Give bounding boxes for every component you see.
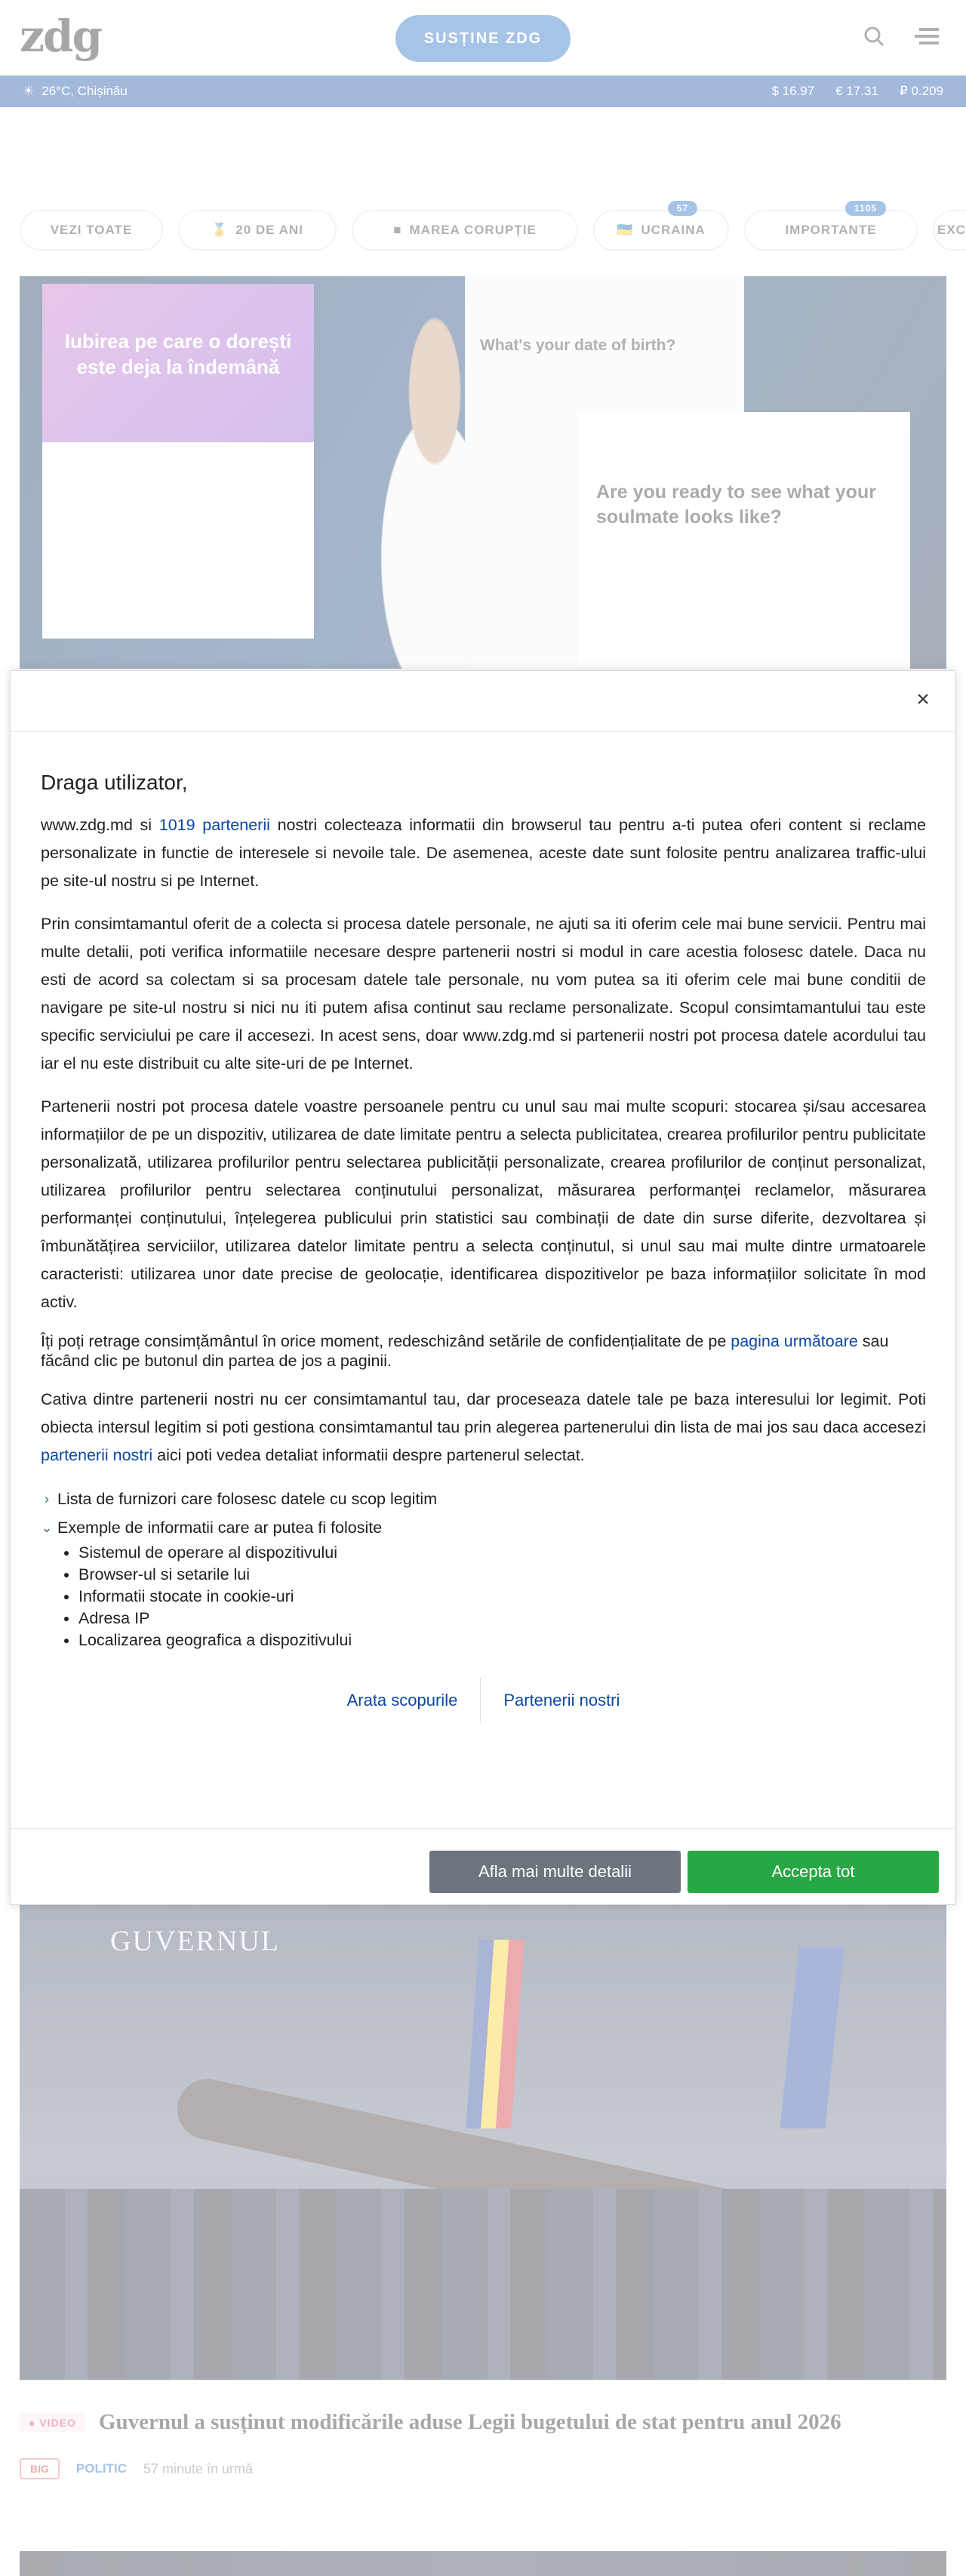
list-item: • Informatii stocate in cookie-uri bbox=[78, 1586, 926, 1608]
expander-label: Lista de furnizori care folosesc datele cu scop legitim bbox=[57, 1490, 438, 1508]
legitimate-vendors-expander[interactable] bbox=[41, 1485, 926, 1513]
consent-paragraph-3: Partenerii nostri pot procesa datele voastre persoanele pentru cu unul sau mai multe scopuri: stocarea și/sau accesarea informațiilor de pe un dispozitiv, utilizarea de date limitate pentru a selecta publicitatea, crearea profilurilor pentru publicitate personalizată, utilizarea profilurilor pentru selectarea publicității personalizate, crearea profilurilor de conținut personalizat, utilizarea profilurilor pentru selectarea conținutului personalizat, măsurarea performanței reclamelor, măsurarea performanței conținutului, înțelegerea publicului prin statistici sau combinații de date din surse diferite, dezvoltarea și îmbunătățirea serviciilor, utilizarea datelor limitate pentru a selecta conținutul, si unul sau mai multe dintre urmatoarele caracteristi: utilizarea unor date precise de geolocație, identificarea dispozitivelor pe baza informațiilor solicitate în mod activ. bbox=[41, 1097, 926, 1311]
example-info-expander[interactable] bbox=[41, 1513, 926, 1542]
consent-paragraph-2: Prin consimtamantul oferit de a colecta si procesa datele personale, ne ajuti sa iti oferim cele mai bune servicii. Pentru mai multe detalii, poti verifica informatiile necesare despre partenerii nostri si modul in care acestia folosesc datele. Daca nu esti de acord sa colectam si sa procesam datele tale personale, nu vom putea sa iti oferim cele mai bune conditii de navigare pe site-ul nostru si nici nu iti putem afisa continut sau reclame personalizate. Scopul consimtamantului tau este specific serviciului pe care il accesezi. In acest sens, doar www.zdg.md si partenerii nostri pot procesa datele acordului tau iar el nu este distribuit cu alte site-uri de pe Internet. bbox=[41, 915, 926, 1073]
consent-links bbox=[41, 1677, 926, 1723]
list-item: • Browser-ul si setarile lui bbox=[78, 1564, 926, 1586]
list-item: • Adresa IP bbox=[78, 1608, 926, 1630]
chevron-right-icon: › bbox=[45, 1491, 49, 1507]
consent-heading: Draga utilizator, bbox=[41, 771, 188, 794]
partners-count-link[interactable]: 1019 partenerii bbox=[158, 816, 270, 834]
consent-paragraph-4: Îți poți retrage consimțământul în orice moment, redeschizând setările de confidențialitate de pe pagina următoare sau făcând clic pe butonul din partea de jos a paginii. bbox=[41, 1332, 889, 1370]
example-info-list bbox=[41, 1542, 926, 1651]
chevron-down-icon: ⌄ bbox=[41, 1520, 53, 1535]
consent-paragraph-1: www.zdg.md si 1019 partenerii nostri colecteaza informatii din browserul tau pentru a-ti putea oferi content si reclame personalizate in functie de interesele si nevoile tale. De asemenea, aceste date sunt folosite pentru analizarea traffic-ului pe site-ul nostru si pe Internet. bbox=[41, 816, 926, 890]
more-details-button[interactable]: Afla mai multe detalii bbox=[429, 1851, 681, 1893]
consent-paragraph-5: Cativa dintre partenerii nostri nu cer consimtamantul tau, dar proceseaza datele tale pe baza interesului lor legimit. Poti obiecta intersul legitim si poti gestiona consimtamantul tau prin alegerea partenerului din lista de mai jos sau daca accesezi partenerii nostri aici poti vedea detaliat informatii despre partenerul selectat. bbox=[41, 1390, 926, 1464]
list-item: • Localizarea geografica a dispozitivului bbox=[78, 1630, 926, 1651]
divider bbox=[11, 1828, 955, 1829]
consent-dialog bbox=[10, 670, 955, 1905]
divider bbox=[11, 731, 955, 732]
our-partners-inline-link[interactable]: partenerii nostri bbox=[41, 1446, 153, 1464]
next-page-link[interactable]: pagina următoare bbox=[731, 1332, 858, 1350]
show-purposes-link[interactable]: Arata scopurile bbox=[346, 1691, 458, 1710]
list-item: • Sistemul de operare al dispozitivului bbox=[78, 1542, 926, 1564]
accept-all-button[interactable]: Accepta tot bbox=[688, 1851, 939, 1893]
our-partners-link[interactable]: Partenerii nostri bbox=[503, 1691, 620, 1710]
consent-body bbox=[41, 769, 926, 1723]
expander-label: Exemple de informatii care ar putea fi folosite bbox=[57, 1519, 383, 1537]
close-icon[interactable]: × bbox=[916, 687, 930, 712]
